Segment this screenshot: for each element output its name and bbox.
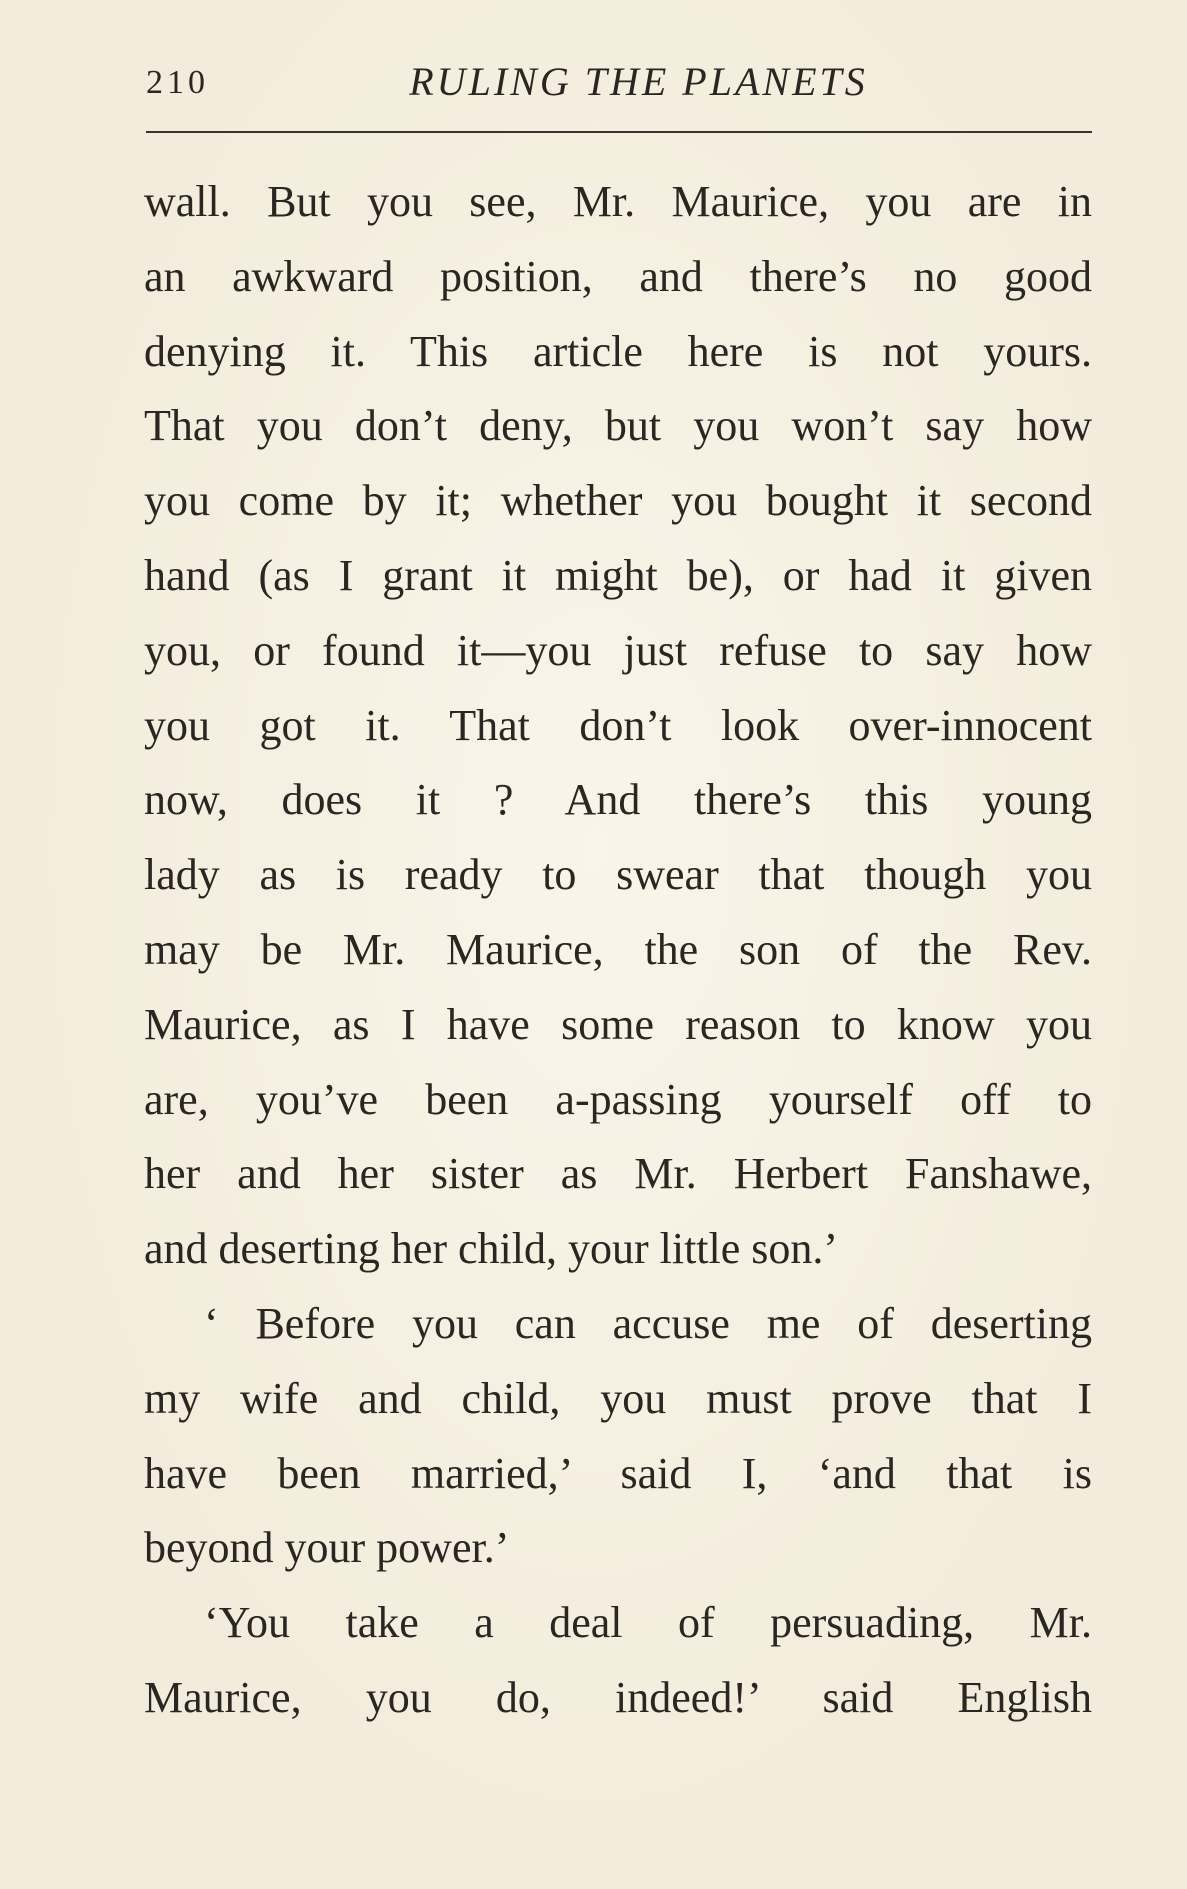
header-rule <box>146 131 1092 133</box>
text-line: Maurice, you do, indeed!’ said English <box>144 1672 1092 1722</box>
text-line: you come by it; whether you bought it second <box>144 476 1092 526</box>
running-title: RULING THE PLANETS <box>409 59 868 104</box>
text-line: That you don’t deny, but you won’t say how <box>144 401 1092 451</box>
text-line: may be Mr. Maurice, the son of the Rev. <box>144 924 1092 974</box>
page-number: 210 <box>146 64 209 101</box>
text-line: lady as is ready to swear that though you <box>144 850 1092 900</box>
text-line: are, you’ve been a-passing yourself off to <box>144 1074 1092 1124</box>
text-line: denying it. This article here is not yours. <box>144 326 1092 376</box>
text-line: and deserting her child, your little son.’ <box>144 1224 839 1274</box>
text-line: you, or found it—you just refuse to say how <box>144 625 1092 675</box>
text-line: an awkward position, and there’s no good <box>144 251 1092 301</box>
text-line: Maurice, as I have some reason to know you <box>144 999 1092 1049</box>
text-line: hand (as I grant it might be), or had it given <box>144 550 1092 600</box>
text-line: ‘You take a deal of persuading, Mr. <box>204 1598 1092 1648</box>
text-line: wall. But you see, Mr. Maurice, you are in <box>144 177 1092 226</box>
body-text <box>144 165 1092 1736</box>
text-line: ‘ Before you can accuse me of deserting <box>204 1298 1092 1348</box>
text-line: you got it. That don’t look over-innocent <box>144 700 1092 750</box>
text-line: now, does it ? And there’s this young <box>144 775 1092 825</box>
text-line: beyond your power.’ <box>144 1523 510 1573</box>
text-line: my wife and child, you must prove that I <box>144 1373 1092 1423</box>
text-line: have been married,’ said I, ‘and that is <box>144 1448 1092 1498</box>
text-line: her and her sister as Mr. Herbert Fanshawe, <box>144 1149 1092 1199</box>
running-head <box>146 58 1091 108</box>
